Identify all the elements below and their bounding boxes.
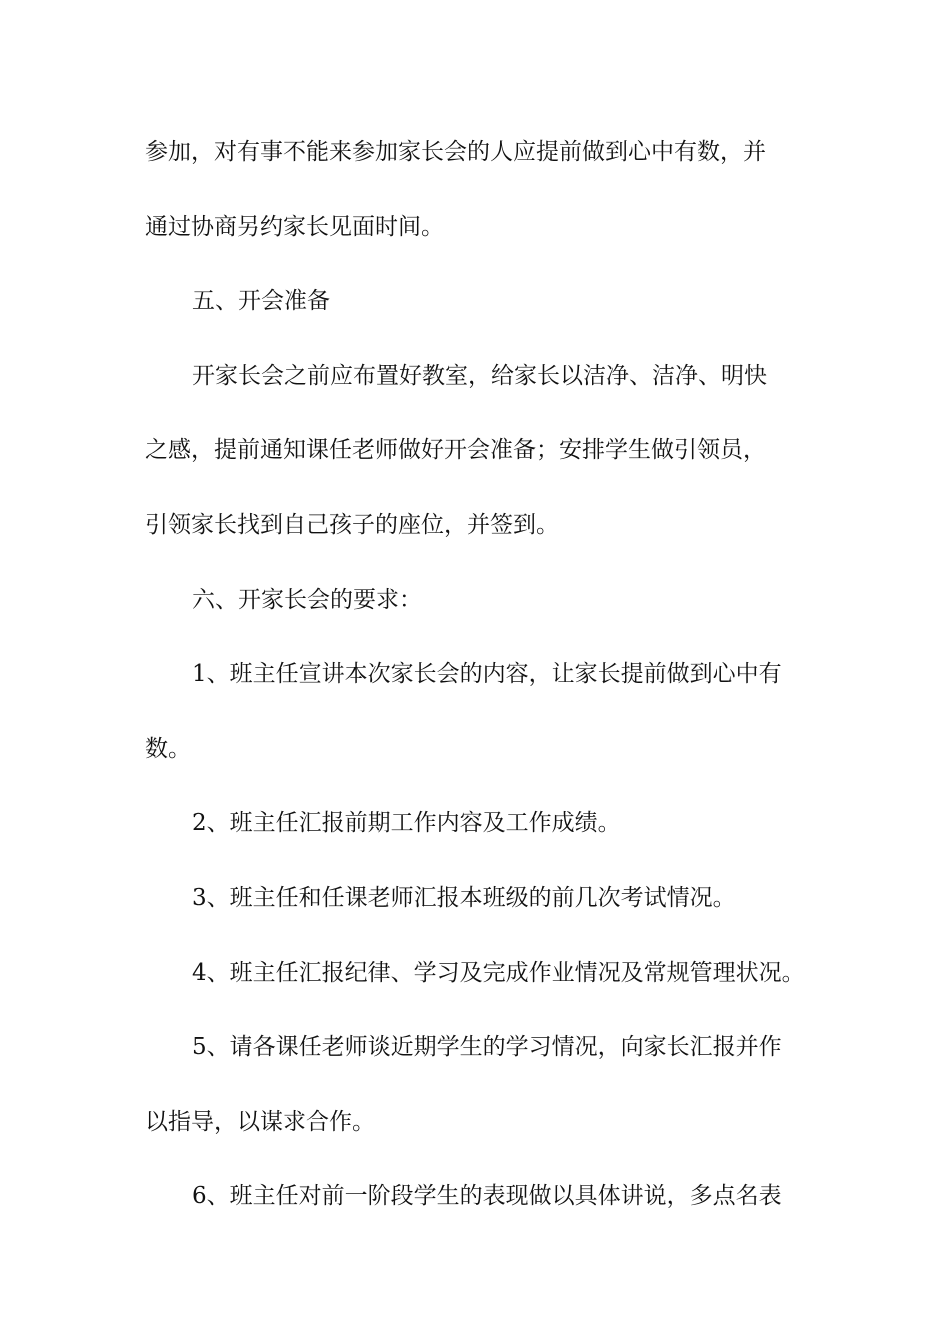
text-line-5: 之感，提前通知课任老师做好开会准备；安排学生做引领员， [145,437,766,464]
text-line-4: 开家长会之前应布置好教室，给家长以洁净、洁净、明快 [192,362,767,389]
list-item-1-cont: 数。 [145,735,191,762]
list-item-6: 6、班主任对前一阶段学生的表现做以具体讲说，多点名表 [192,1183,782,1210]
text-line-6: 引领家长找到自己孩子的座位，并签到。 [145,511,559,538]
document-body [145,128,825,1247]
section-heading-5: 五、开会准备 [192,288,330,315]
text-line-1: 参加，对有事不能来参加家长会的人应提前做到心中有数，并 [145,139,766,165]
list-item-4: 4、班主任汇报纪律、学习及完成作业情况及常规管理状况。 [192,959,805,986]
text-line-2: 通过协商另约家长见面时间。 [145,213,444,240]
list-item-5: 5、请各课任老师谈近期学生的学习情况，向家长汇报并作 [192,1034,782,1061]
list-item-3: 3、班主任和任课老师汇报本班级的前几次考试情况。 [192,884,736,911]
list-item-2: 2、班主任汇报前期工作内容及工作成绩。 [192,810,621,837]
section-heading-6: 六、开家长会的要求： [192,586,422,613]
list-item-5-cont: 以指导，以谋求合作。 [145,1108,375,1135]
list-item-1: 1、班主任宣讲本次家长会的内容，让家长提前做到心中有 [192,661,782,688]
